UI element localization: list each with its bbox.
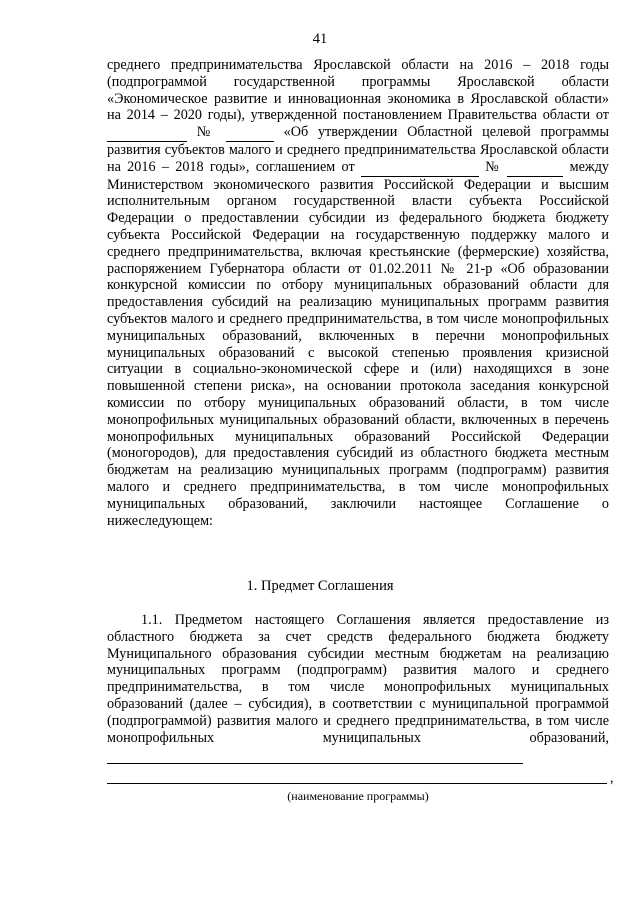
program-name-blank: [107, 746, 523, 764]
number-sign-2: №: [485, 158, 502, 175]
preamble-text: [107, 57, 609, 529]
preamble-part-3: между Министерством экономического развития Российской Федерации и высшим исполнительным органом государственной власти субъекта Российской Федерации о предоставлении субсидии из федерального бюджета бюджету субъекта Российской Федерации на государственную поддержку малого и среднего предпринимательства, включая крестьянские (фермерские) хозяйства, распоряжением Губернатора области от 01.02.2011 № 21-р «Об образовании конкурсной комиссии по отбору муниципальных образований области для предоставления субсидий на реализацию муниципальных программ развития субъектов малого и среднего предпринимательства, в том числе монопрофильных муниципальных образований, включенных в перечни монопрофильных муниципальных образований с высокой степенью проявления кризисной ситуации в социально-экономической сфере и (или) находящихся в зоне повышенной степени риска», на основании протокола заседания конкурсной комиссии по отбору муниципальных образований области, в том числе монопрофильных муниципальных образований области, включенных в перечень монопрофильных муниципальных образований Российской Федерации (моногородов), для предоставления субсидий из областного бюджета местным бюджетам на реализацию муниципальных программ (подпрограмм) развития малого и среднего предпринимательства, в том числе монопрофильных муниципальных образований, заключили настоящее Соглашение о нижеследующем:: [107, 158, 610, 529]
number-blank-2: [507, 159, 563, 177]
section-paragraph-text: 1.1. Предметом настоящего Соглашения является предоставление из областного бюджета за счет средств федерального бюджета бюджету Муниципального образования субсидии местным бюджетам на реализацию муниципальных программ (подпрограмм) развития малого и среднего предпринимательства, в том числе монопрофильных муниципальных образований (далее – субсидия), в соответствии с муниципальной программой (подпрограммой) развития малого и среднего предпринимательства, в том числе монопрофильных муниципальных образований,: [107, 612, 609, 746]
preamble-part-1: среднего предпринимательства Ярославской области на 2016 – 2018 годы (подпрограммой государственной программы Ярославской области «Экономическое развитие и инновационная экономика в Ярославской области» на 2014 – 2020 годы), утвержденной постановлением Правительства области от: [107, 57, 609, 124]
date-blank-2: [361, 159, 479, 177]
section-paragraph: [107, 612, 609, 764]
section-text: [107, 612, 609, 764]
number-blank-1: [226, 124, 274, 142]
program-name-caption: (наименование программы): [287, 789, 429, 803]
program-name-line: [107, 782, 607, 784]
page-number: 41: [312, 31, 328, 47]
date-blank-1: [107, 124, 187, 142]
preamble-paragraph: [107, 57, 609, 529]
section-heading: 1. Предмет Соглашения: [246, 578, 394, 594]
preamble-part-2: «Об утверждении Областной целевой программы развития субъектов малого и среднего предпринимательства Ярославской области на 2016 – 2018 годы», соглашением от: [107, 124, 609, 175]
number-sign-1: №: [196, 124, 217, 141]
trailing-comma: ,: [610, 770, 614, 786]
